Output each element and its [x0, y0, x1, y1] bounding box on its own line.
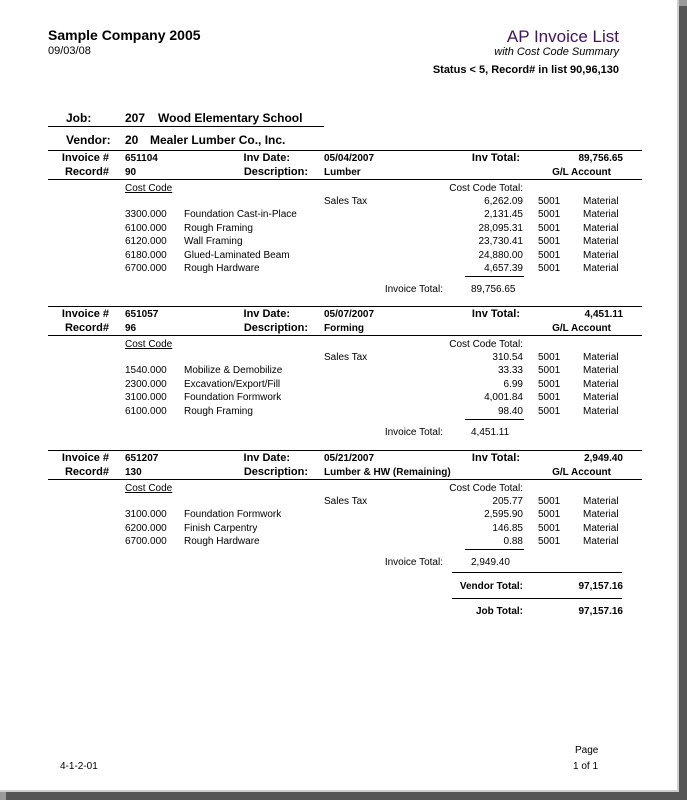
- line-type: Material: [583, 223, 619, 234]
- line-amount: 6.99: [503, 379, 523, 390]
- record-label: Record#: [64, 166, 109, 178]
- line-amount: 23,730.41: [478, 236, 523, 247]
- line-cost-code: 3100.000: [125, 509, 167, 520]
- line-cost-code: 1540.000: [125, 365, 167, 376]
- invoice-total-value: 89,756.65: [471, 284, 516, 295]
- line-description: Mobilize & Demobilize: [184, 365, 283, 376]
- line-type: Material: [583, 509, 619, 520]
- line-description: Rough Hardware: [184, 536, 260, 547]
- line-description: Finish Carpentry: [184, 523, 258, 534]
- inv-date: 05/21/2007: [324, 453, 375, 464]
- line-amount: 146.85: [492, 523, 523, 534]
- sales-tax-type: Material: [583, 196, 619, 207]
- vendor-name: Mealer Lumber Co., Inc.: [150, 133, 286, 147]
- page-count: 1 of 1: [573, 761, 599, 772]
- sales-tax-label: Sales Tax: [324, 496, 368, 507]
- line-description: Foundation Formwork: [184, 509, 282, 520]
- page-shadow-right: [679, 6, 687, 800]
- description-label: Description:: [243, 166, 308, 178]
- sales-tax-label: Sales Tax: [324, 352, 368, 363]
- invoice-top-rule: [48, 150, 642, 151]
- line-type: Material: [583, 379, 619, 390]
- line-type: Material: [583, 365, 619, 376]
- amount-sum-rule: [465, 276, 524, 277]
- report-code: 4-1-2-01: [60, 761, 98, 772]
- line-type: Material: [583, 250, 619, 261]
- invoice-header-rule: [48, 479, 642, 480]
- line-type: Material: [583, 392, 619, 403]
- cost-code-heading: Cost Code: [125, 483, 173, 494]
- invoice-description: Forming: [324, 323, 364, 334]
- invoice-total-label: Invoice Total:: [384, 284, 443, 295]
- invoice-number: 651207: [125, 453, 159, 464]
- inv-date-label: Inv Date:: [243, 452, 290, 464]
- job-total-value: 97,157.16: [578, 606, 623, 617]
- line-description: Excavation/Export/Fill: [184, 379, 281, 390]
- line-description: Foundation Formwork: [184, 392, 282, 403]
- line-description: Rough Framing: [184, 223, 253, 234]
- inv-total-label: Inv Total:: [471, 152, 520, 164]
- invoice-description: Lumber & HW (Remaining): [324, 467, 451, 478]
- sales-tax-label: Sales Tax: [324, 196, 368, 207]
- line-description: Rough Framing: [184, 406, 253, 417]
- line-amount: 2,595.90: [484, 509, 523, 520]
- line-cost-code: 6100.000: [125, 223, 167, 234]
- inv-total: 2,949.40: [584, 453, 623, 464]
- line-type: Material: [583, 236, 619, 247]
- invoice-number-label: Invoice #: [61, 152, 109, 164]
- line-gl: 5001: [538, 263, 561, 274]
- cost-code-heading: Cost Code: [125, 339, 173, 350]
- sales-tax-type: Material: [583, 352, 619, 363]
- line-type: Material: [583, 536, 619, 547]
- cost-code-heading: Cost Code: [125, 183, 173, 194]
- line-amount: 98.40: [497, 406, 523, 417]
- inv-total-label: Inv Total:: [471, 308, 520, 320]
- line-type: Material: [583, 263, 619, 274]
- inv-date: 05/07/2007: [324, 309, 375, 320]
- line-cost-code: 6120.000: [125, 236, 167, 247]
- line-description: Foundation Cast-in-Place: [184, 209, 297, 220]
- record-number: 90: [125, 167, 137, 178]
- inv-date-label: Inv Date:: [243, 308, 290, 320]
- inv-date: 05/04/2007: [324, 153, 375, 164]
- cost-code-total-label: Cost Code Total:: [449, 483, 523, 494]
- line-amount: 24,880.00: [478, 250, 523, 261]
- company-name: Sample Company 2005: [48, 27, 201, 43]
- invoice-number-label: Invoice #: [61, 308, 109, 320]
- line-gl: 5001: [538, 509, 561, 520]
- line-cost-code: 6100.000: [125, 406, 167, 417]
- description-label: Description:: [243, 322, 308, 334]
- vendor-total-label: Vendor Total:: [459, 581, 523, 592]
- line-type: Material: [583, 523, 619, 534]
- invoice-total-label: Invoice Total:: [384, 557, 443, 568]
- amount-sum-rule: [465, 549, 524, 550]
- gl-account-label: G/L Account: [552, 467, 611, 478]
- invoice-total-value: 2,949.40: [471, 557, 510, 568]
- gl-account-label: G/L Account: [552, 323, 611, 334]
- inv-total-label: Inv Total:: [471, 452, 520, 464]
- job-label: Job:: [66, 111, 92, 125]
- line-description: Rough Hardware: [184, 263, 260, 274]
- vendor-total-rule: [452, 572, 622, 573]
- line-cost-code: 2300.000: [125, 379, 167, 390]
- line-gl: 5001: [538, 523, 561, 534]
- line-gl: 5001: [538, 392, 561, 403]
- vendor-number: 20: [125, 133, 139, 147]
- invoice-number: 651104: [125, 153, 158, 164]
- cost-code-total-label: Cost Code Total:: [449, 339, 523, 350]
- sales-tax-amount: 310.54: [492, 352, 523, 363]
- line-cost-code: 6180.000: [125, 250, 167, 261]
- job-total-rule: [452, 598, 622, 599]
- line-gl: 5001: [538, 223, 561, 234]
- line-amount: 33.33: [497, 365, 523, 376]
- line-gl: 5001: [538, 236, 561, 247]
- invoice-header-rule: [48, 179, 642, 180]
- inv-total: 4,451.11: [584, 309, 623, 320]
- line-description: Wall Framing: [184, 236, 243, 247]
- line-amount: 0.88: [503, 536, 523, 547]
- line-amount: 28,095.31: [478, 223, 523, 234]
- line-amount: 4,001.84: [484, 392, 523, 403]
- line-gl: 5001: [538, 250, 561, 261]
- sales-tax-amount: 6,262.09: [484, 196, 523, 207]
- line-cost-code: 6700.000: [125, 263, 167, 274]
- page-label: Page: [575, 745, 599, 756]
- sales-tax-gl: 5001: [538, 352, 561, 363]
- gl-account-label: G/L Account: [552, 167, 611, 178]
- report-date: 09/03/08: [48, 45, 91, 57]
- inv-total: 89,756.65: [578, 153, 623, 164]
- invoice-top-rule: [48, 450, 642, 451]
- vendor-label: Vendor:: [66, 133, 111, 147]
- report-subtitle: with Cost Code Summary: [494, 46, 619, 58]
- invoice-total-label: Invoice Total:: [384, 427, 443, 438]
- invoice-header-rule: [48, 335, 642, 336]
- invoice-number: 651057: [125, 309, 159, 320]
- line-cost-code: 3100.000: [125, 392, 167, 403]
- line-gl: 5001: [538, 365, 561, 376]
- vendor-total-value: 97,157.16: [578, 581, 623, 592]
- job-rule: [48, 126, 324, 127]
- line-cost-code: 6700.000: [125, 536, 167, 547]
- report-criteria: Status < 5, Record# in list 90,96,130: [432, 64, 619, 76]
- report-title: AP Invoice List: [506, 27, 619, 46]
- cost-code-total-label: Cost Code Total:: [449, 183, 523, 194]
- description-label: Description:: [243, 466, 308, 478]
- line-type: Material: [583, 209, 619, 220]
- record-number: 96: [125, 323, 137, 334]
- job-number: 207: [125, 111, 146, 125]
- record-label: Record#: [64, 466, 109, 478]
- line-gl: 5001: [538, 406, 561, 417]
- invoice-number-label: Invoice #: [61, 452, 109, 464]
- sales-tax-gl: 5001: [538, 196, 561, 207]
- sales-tax-gl: 5001: [538, 496, 561, 507]
- record-label: Record#: [64, 322, 109, 334]
- page-shadow-bottom: [6, 792, 687, 800]
- invoice-description: Lumber: [324, 167, 361, 178]
- inv-date-label: Inv Date:: [243, 152, 290, 164]
- sales-tax-amount: 205.77: [492, 496, 523, 507]
- line-cost-code: 6200.000: [125, 523, 167, 534]
- sales-tax-type: Material: [583, 496, 619, 507]
- line-type: Material: [583, 406, 619, 417]
- invoice-total-value: 4,451.11: [471, 427, 510, 438]
- job-total-label: Job Total:: [475, 606, 523, 617]
- record-number: 130: [125, 467, 142, 478]
- amount-sum-rule: [465, 419, 524, 420]
- line-cost-code: 3300.000: [125, 209, 167, 220]
- job-name: Wood Elementary School: [158, 111, 303, 125]
- line-amount: 2,131.45: [484, 209, 523, 220]
- line-gl: 5001: [538, 379, 561, 390]
- invoice-top-rule: [48, 306, 642, 307]
- line-amount: 4,657.39: [484, 263, 523, 274]
- line-gl: 5001: [538, 209, 561, 220]
- line-description: Glued-Laminated Beam: [184, 250, 290, 261]
- line-gl: 5001: [538, 536, 561, 547]
